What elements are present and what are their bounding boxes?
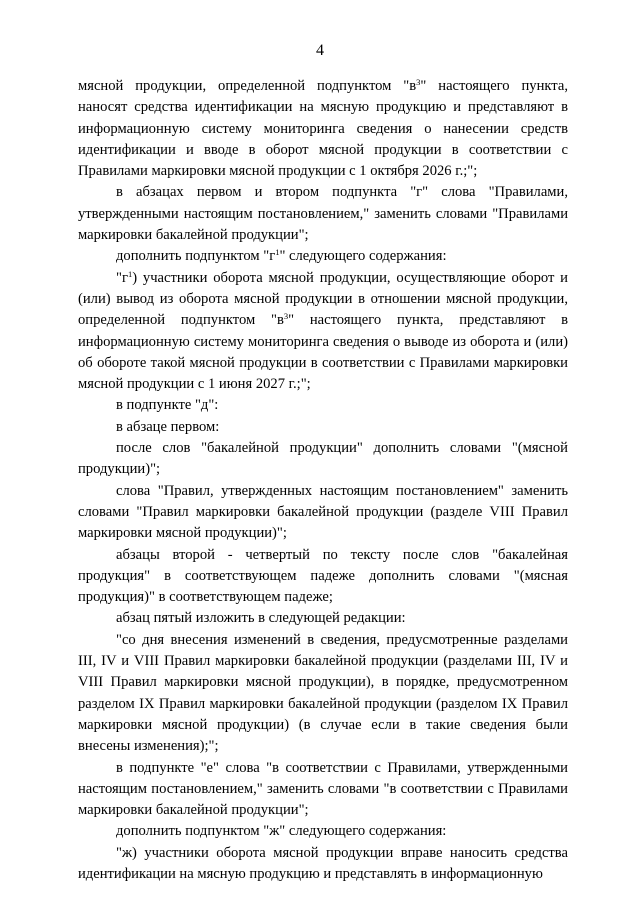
paragraph-text: слова "Правил, утвержденных настоящим постановлением" заменить словами "Правил маркировки бакалейной продукции (разделе VIII Правил маркировки мясной продукции)"; — [78, 482, 568, 542]
paragraph-text: абзацы второй - четвертый по тексту после слов "бакалейная продукция" в соответствующем падеже дополнить словами "(мясная продукция)" в соответствующем падеже; — [78, 546, 568, 606]
paragraph-text: "со дня внесения изменений в сведения, предусмотренные разделами III, IV и VIII Правил маркировки бакалейной продукции (разделами III, IV и VIII Правил маркировки мясной продукции), в порядке, предусмотренном разделом IX Правил маркировки бакалейной продукции (разделом IX Правил маркировки мясной продукции) (в случае если в такие сведения были внесены изменения);"; — [78, 631, 568, 755]
paragraph-text: в подпункте "е" слова "в соответствии с Правилами, утвержденными настоящим постановлением," заменить словами "в соответствии с Правилами маркировки бакалейной продукции"; — [78, 759, 568, 819]
paragraph-text: " настоящего пункта, представляют в информационную систему мониторинга сведения о выводе из оборота и (или) об обороте такой мясной продукции в соответствии с Правилами маркировки мясной продукции с 1 июня 2027 г.;"; — [78, 312, 568, 393]
paragraph — [78, 438, 568, 481]
paragraph — [78, 545, 568, 609]
paragraph-text: в абзаце первом: — [116, 418, 220, 435]
paragraph — [78, 481, 568, 545]
paragraph-text: " настоящего пункта, наносят средства идентификации на мясную продукцию и представляют в информационную систему мониторинга сведения о нанесении средств идентификации и вводе в оборот мясной продукции в соответствии с Правилами маркировки мясной продукции с 1 октября 2026 г.;"; — [78, 78, 568, 180]
paragraph — [78, 843, 568, 886]
paragraph-text: мясной продукции, определенной подпунктом "в — [78, 78, 417, 94]
paragraph-text: дополнить подпунктом "г — [116, 248, 276, 265]
paragraph-text: после слов "бакалейной продукции" дополнить словами "(мясной продукции)"; — [78, 440, 568, 478]
paragraph — [78, 76, 568, 182]
superscript: 1 — [127, 268, 133, 279]
superscript: 3 — [283, 311, 289, 322]
paragraph — [78, 821, 568, 842]
paragraph-text: " следующего содержания: — [279, 248, 447, 265]
paragraph-text: абзац пятый изложить в следующей редакции: — [116, 610, 406, 627]
document-body — [78, 76, 568, 885]
paragraph-text: "ж) участники оборота мясной продукции вправе наносить средства идентификации на мясную продукцию и представлять в информационную — [78, 844, 568, 882]
paragraph — [78, 246, 568, 267]
paragraph — [78, 417, 568, 438]
paragraph-text: в абзацах первом и втором подпункта "г" слова "Правилами, утвержденными настоящим постановлением," заменить словами "Правилами маркировки бакалейной продукции"; — [78, 184, 568, 244]
paragraph — [78, 268, 568, 396]
paragraph-text: дополнить подпунктом "ж" следующего содержания: — [116, 823, 447, 840]
paragraph — [78, 758, 568, 822]
paragraph — [78, 630, 568, 758]
paragraph — [78, 608, 568, 629]
paragraph — [78, 182, 568, 246]
paragraph — [78, 395, 568, 416]
paragraph-text: "г — [116, 269, 128, 286]
paragraph-text: ) участники оборота мясной продукции, осуществляющие оборот и (или) вывод из оборота мясной продукции в отношении мясной продукции, определенной подпунктом "в — [78, 269, 568, 329]
paragraph-text: в подпункте "д": — [116, 397, 219, 414]
superscript: 3 — [416, 77, 421, 87]
superscript: 1 — [275, 247, 280, 258]
page-number: 4 — [316, 42, 324, 59]
